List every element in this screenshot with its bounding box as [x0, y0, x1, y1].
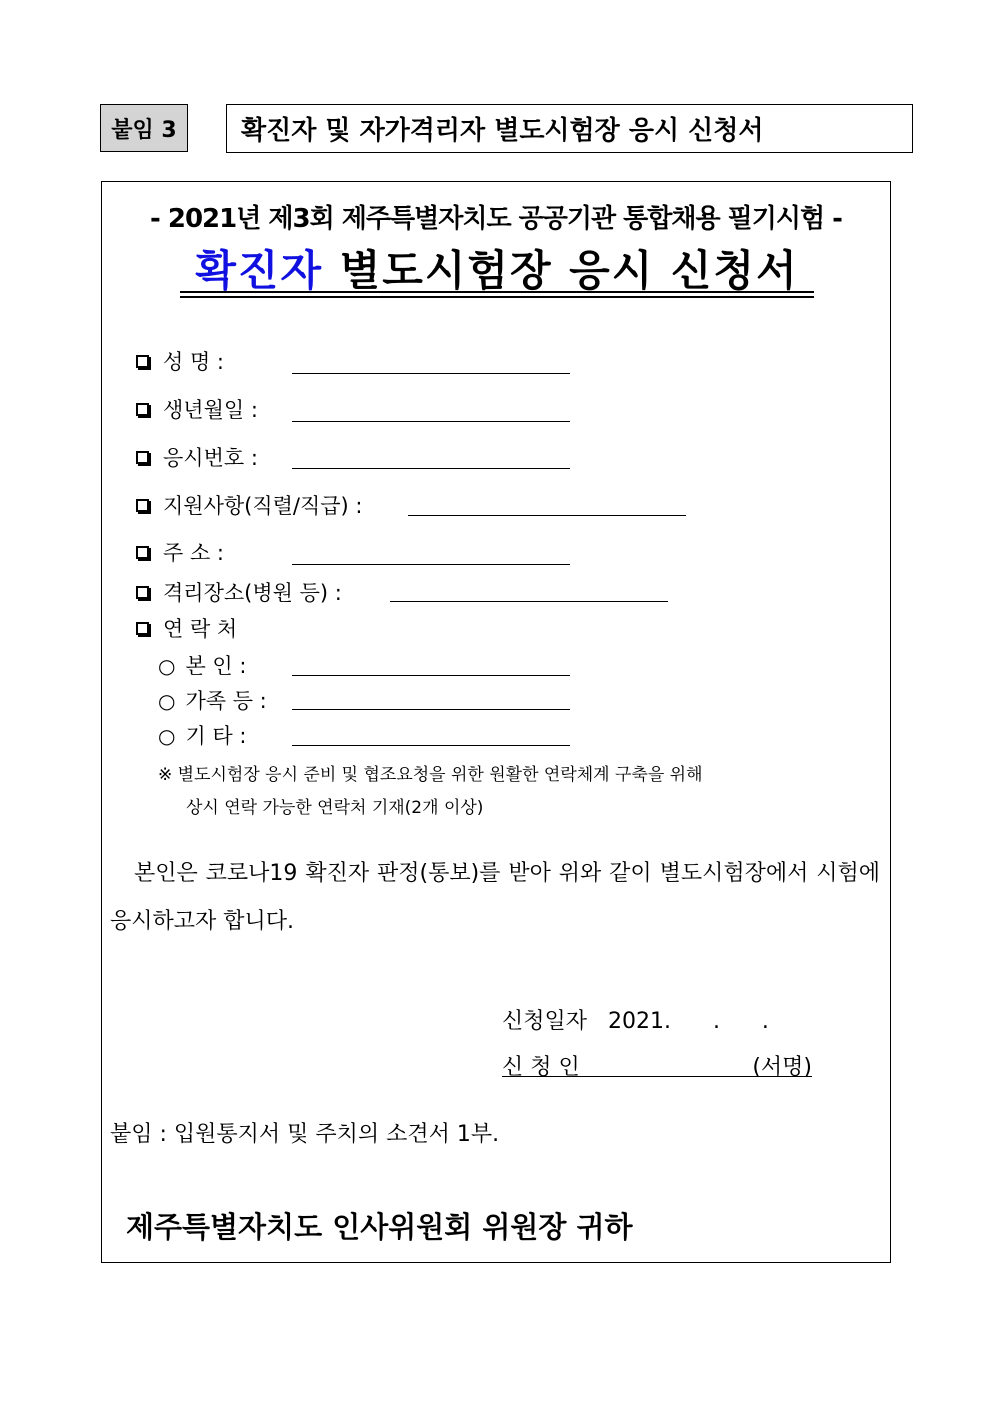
sign-label: (서명)	[752, 1055, 812, 1080]
checkbox-icon	[136, 403, 149, 416]
exam-no-input-line[interactable]	[292, 468, 570, 469]
quarantine-input-line[interactable]	[390, 601, 668, 602]
field-address	[136, 537, 224, 567]
contact-family	[158, 685, 267, 715]
family-input-line[interactable]	[292, 709, 570, 710]
field-birth	[136, 394, 258, 424]
circle-bullet-icon: ○	[158, 654, 176, 678]
circle-bullet-icon: ○	[158, 689, 176, 713]
checkbox-icon	[136, 499, 149, 512]
form-title-rest: 별도시험장 응시 신청서	[339, 246, 799, 295]
contact-self	[158, 650, 246, 680]
form-title-highlight: 확진자	[195, 246, 324, 295]
date-label: 신청일자	[502, 1009, 588, 1034]
document-heading: 확진자 및 자가격리자 별도시험장 응시 신청서	[226, 104, 913, 153]
note-line-2: 상시 연락 가능한 연락처 기재(2개 이상)	[186, 798, 484, 818]
checkbox-icon	[136, 622, 149, 635]
statement-text: 본인은 코로나19 확진자 판정(통보)를 받아 위와 같이 별도시험장에서 시험에 응시하고자 합니다.	[110, 861, 880, 934]
other-input-line[interactable]	[292, 745, 570, 746]
field-address-label: 주 소 :	[163, 541, 224, 565]
title-underline-top	[180, 291, 814, 293]
checkbox-icon	[136, 546, 149, 559]
field-position	[136, 490, 363, 520]
date-value: 2021. . .	[608, 1009, 769, 1034]
attachment-tag: 붙임 3	[100, 104, 188, 152]
field-name	[136, 346, 224, 376]
date-row	[502, 1004, 769, 1035]
field-exam-no-label: 응시번호 :	[163, 446, 258, 470]
checkbox-icon	[136, 355, 149, 368]
field-quarantine-label: 격리장소(병원 등) :	[163, 581, 342, 605]
field-contact-label: 연 락 처	[163, 617, 238, 641]
self-input-line[interactable]	[292, 675, 570, 676]
circle-bullet-icon: ○	[158, 724, 176, 748]
recipient-line: 제주특별자치도 인사위원회 위원장 귀하	[126, 1210, 633, 1244]
field-quarantine	[136, 577, 342, 607]
contact-other-label: 기 타 :	[185, 724, 247, 748]
field-exam-no	[136, 442, 258, 472]
contact-self-label: 본 인 :	[185, 654, 247, 678]
position-input-line[interactable]	[408, 515, 686, 516]
field-position-label: 지원사항(직렬/직급) :	[163, 494, 363, 518]
note-line-1: ※ 별도시험장 응시 준비 및 협조요청을 위한 원활한 연락체계 구축을 위해	[158, 765, 703, 785]
field-birth-label: 생년월일 :	[163, 398, 258, 422]
checkbox-icon	[136, 586, 149, 599]
applicant-label: 신 청 인	[502, 1055, 580, 1080]
checkbox-icon	[136, 451, 149, 464]
field-contact	[136, 613, 237, 643]
attachment-note: 붙임 : 입원통지서 및 주치의 소견서 1부.	[110, 1122, 500, 1147]
contact-other	[158, 720, 246, 750]
form-subtitle: - 2021년 제3회 제주특별자치도 공공기관 통합채용 필기시험 -	[150, 204, 842, 234]
name-input-line[interactable]	[292, 373, 570, 374]
address-input-line[interactable]	[292, 564, 570, 565]
applicant-sign-line[interactable]	[502, 1076, 812, 1077]
contact-family-label: 가족 등 :	[185, 689, 267, 713]
title-underline-bottom	[180, 296, 814, 298]
birth-input-line[interactable]	[292, 421, 570, 422]
field-name-label: 성 명 :	[163, 350, 224, 374]
